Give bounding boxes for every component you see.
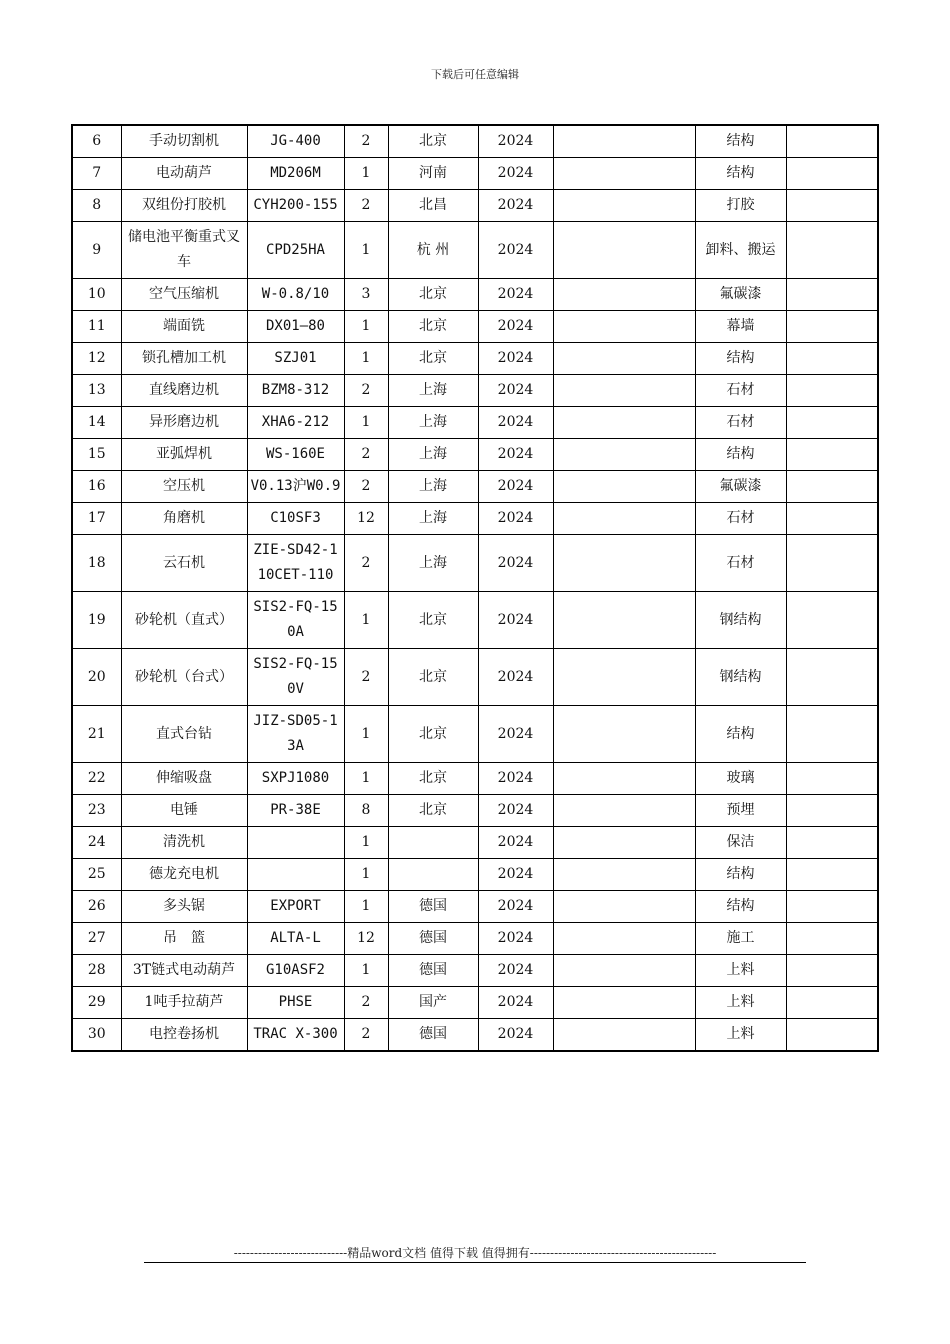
year-cell: 2024	[478, 1019, 553, 1052]
origin-cell: 河南	[388, 158, 478, 190]
year-cell: 2024	[478, 190, 553, 222]
row-number-cell: 26	[72, 891, 121, 923]
blank-cell	[553, 706, 695, 763]
quantity-cell: 3	[344, 279, 388, 311]
note-cell	[786, 923, 878, 955]
note-cell	[786, 503, 878, 535]
year-cell: 2024	[478, 158, 553, 190]
quantity-cell: 1	[344, 311, 388, 343]
usage-cell: 施工	[695, 923, 786, 955]
row-number-cell: 29	[72, 987, 121, 1019]
row-number-cell: 12	[72, 343, 121, 375]
table-row	[72, 343, 878, 375]
quantity-cell: 1	[344, 343, 388, 375]
blank-cell	[553, 311, 695, 343]
usage-cell: 上料	[695, 1019, 786, 1052]
year-cell: 2024	[478, 535, 553, 592]
year-cell: 2024	[478, 763, 553, 795]
origin-cell: 北京	[388, 311, 478, 343]
table-row	[72, 923, 878, 955]
model-cell: SIS2-FQ-150A	[247, 592, 344, 649]
model-cell: DX01—80	[247, 311, 344, 343]
table-row	[72, 158, 878, 190]
quantity-cell: 1	[344, 859, 388, 891]
origin-cell: 国产	[388, 987, 478, 1019]
year-cell: 2024	[478, 222, 553, 279]
note-cell	[786, 827, 878, 859]
blank-cell	[553, 592, 695, 649]
quantity-cell: 2	[344, 375, 388, 407]
equipment-name-cell: 空气压缩机	[121, 279, 247, 311]
row-number-cell: 24	[72, 827, 121, 859]
usage-cell: 上料	[695, 955, 786, 987]
model-cell: CPD25HA	[247, 222, 344, 279]
row-number-cell: 16	[72, 471, 121, 503]
table-row	[72, 503, 878, 535]
model-cell: SIS2-FQ-150V	[247, 649, 344, 706]
blank-cell	[553, 279, 695, 311]
blank-cell	[553, 859, 695, 891]
note-cell	[786, 125, 878, 158]
blank-cell	[553, 649, 695, 706]
note-cell	[786, 706, 878, 763]
blank-cell	[553, 190, 695, 222]
table-row	[72, 439, 878, 471]
equipment-name-cell: 多头锯	[121, 891, 247, 923]
table-row	[72, 222, 878, 279]
note-cell	[786, 1019, 878, 1052]
table-row	[72, 407, 878, 439]
table-row	[72, 859, 878, 891]
model-cell: JIZ-SD05-13A	[247, 706, 344, 763]
equipment-name-cell: 空压机	[121, 471, 247, 503]
model-cell: ZIE-SD42-110CET-110	[247, 535, 344, 592]
blank-cell	[553, 158, 695, 190]
table-row	[72, 125, 878, 158]
origin-cell: 北京	[388, 763, 478, 795]
note-cell	[786, 535, 878, 592]
table-row	[72, 279, 878, 311]
note-cell	[786, 763, 878, 795]
blank-cell	[553, 407, 695, 439]
table-row	[72, 1019, 878, 1052]
model-cell: ALTA-L	[247, 923, 344, 955]
model-cell: MD206M	[247, 158, 344, 190]
quantity-cell: 2	[344, 190, 388, 222]
model-cell: TRAC X-300	[247, 1019, 344, 1052]
note-cell	[786, 795, 878, 827]
model-cell: V0.13沪W0.9	[247, 471, 344, 503]
model-cell: W-0.8/10	[247, 279, 344, 311]
blank-cell	[553, 535, 695, 592]
usage-cell: 氟碳漆	[695, 471, 786, 503]
usage-cell: 幕墙	[695, 311, 786, 343]
table-row	[72, 827, 878, 859]
row-number-cell: 19	[72, 592, 121, 649]
quantity-cell: 1	[344, 827, 388, 859]
usage-cell: 钢结构	[695, 592, 786, 649]
row-number-cell: 15	[72, 439, 121, 471]
footer-rule	[144, 1262, 806, 1263]
origin-cell: 上海	[388, 535, 478, 592]
origin-cell: 上海	[388, 407, 478, 439]
usage-cell: 石材	[695, 503, 786, 535]
equipment-name-cell: 电锤	[121, 795, 247, 827]
note-cell	[786, 311, 878, 343]
row-number-cell: 27	[72, 923, 121, 955]
usage-cell: 卸料、搬运	[695, 222, 786, 279]
blank-cell	[553, 1019, 695, 1052]
table-row	[72, 190, 878, 222]
note-cell	[786, 955, 878, 987]
model-cell: PR-38E	[247, 795, 344, 827]
year-cell: 2024	[478, 375, 553, 407]
year-cell: 2024	[478, 891, 553, 923]
blank-cell	[553, 891, 695, 923]
model-cell	[247, 859, 344, 891]
blank-cell	[553, 827, 695, 859]
quantity-cell: 2	[344, 125, 388, 158]
equipment-name-cell: 砂轮机（台式）	[121, 649, 247, 706]
note-cell	[786, 158, 878, 190]
quantity-cell: 2	[344, 439, 388, 471]
note-cell	[786, 649, 878, 706]
usage-cell: 结构	[695, 706, 786, 763]
row-number-cell: 28	[72, 955, 121, 987]
origin-cell: 北京	[388, 125, 478, 158]
equipment-name-cell: 德龙充电机	[121, 859, 247, 891]
year-cell: 2024	[478, 125, 553, 158]
blank-cell	[553, 503, 695, 535]
year-cell: 2024	[478, 859, 553, 891]
table-row	[72, 955, 878, 987]
year-cell: 2024	[478, 311, 553, 343]
equipment-name-cell: 亚弧焊机	[121, 439, 247, 471]
quantity-cell: 2	[344, 1019, 388, 1052]
quantity-cell: 1	[344, 763, 388, 795]
quantity-cell: 8	[344, 795, 388, 827]
model-cell	[247, 827, 344, 859]
year-cell: 2024	[478, 795, 553, 827]
model-cell: C10SF3	[247, 503, 344, 535]
table-row	[72, 763, 878, 795]
equipment-name-cell: 端面铣	[121, 311, 247, 343]
row-number-cell: 23	[72, 795, 121, 827]
origin-cell: 德国	[388, 1019, 478, 1052]
origin-cell: 德国	[388, 955, 478, 987]
equipment-name-cell: 储电池平衡重式叉车	[121, 222, 247, 279]
table-row	[72, 706, 878, 763]
origin-cell	[388, 827, 478, 859]
origin-cell: 北京	[388, 649, 478, 706]
model-cell: BZM8-312	[247, 375, 344, 407]
origin-cell: 上海	[388, 439, 478, 471]
origin-cell: 北京	[388, 706, 478, 763]
equipment-name-cell: 锁孔槽加工机	[121, 343, 247, 375]
row-number-cell: 21	[72, 706, 121, 763]
usage-cell: 保洁	[695, 827, 786, 859]
year-cell: 2024	[478, 343, 553, 375]
quantity-cell: 2	[344, 649, 388, 706]
usage-cell: 玻璃	[695, 763, 786, 795]
equipment-name-cell: 3T链式电动葫芦	[121, 955, 247, 987]
model-cell: CYH200-155	[247, 190, 344, 222]
row-number-cell: 17	[72, 503, 121, 535]
quantity-cell: 12	[344, 503, 388, 535]
quantity-cell: 2	[344, 987, 388, 1019]
year-cell: 2024	[478, 279, 553, 311]
blank-cell	[553, 795, 695, 827]
note-cell	[786, 891, 878, 923]
row-number-cell: 13	[72, 375, 121, 407]
row-number-cell: 9	[72, 222, 121, 279]
note-cell	[786, 375, 878, 407]
origin-cell: 上海	[388, 503, 478, 535]
equipment-name-cell: 异形磨边机	[121, 407, 247, 439]
equipment-name-cell: 双组份打胶机	[121, 190, 247, 222]
page-footer: ----------------------------精品word文档 值得下载 值得拥有----------------------------------------------	[233, 1246, 717, 1260]
origin-cell: 上海	[388, 471, 478, 503]
equipment-name-cell: 电动葫芦	[121, 158, 247, 190]
quantity-cell: 1	[344, 706, 388, 763]
year-cell: 2024	[478, 439, 553, 471]
row-number-cell: 14	[72, 407, 121, 439]
equipment-name-cell: 清洗机	[121, 827, 247, 859]
page-header: 下载后可任意编辑	[431, 68, 519, 81]
equipment-name-cell: 1吨手拉葫芦	[121, 987, 247, 1019]
year-cell: 2024	[478, 407, 553, 439]
usage-cell: 结构	[695, 859, 786, 891]
blank-cell	[553, 222, 695, 279]
blank-cell	[553, 471, 695, 503]
blank-cell	[553, 923, 695, 955]
row-number-cell: 7	[72, 158, 121, 190]
blank-cell	[553, 125, 695, 158]
usage-cell: 结构	[695, 125, 786, 158]
blank-cell	[553, 987, 695, 1019]
quantity-cell: 12	[344, 923, 388, 955]
usage-cell: 石材	[695, 375, 786, 407]
note-cell	[786, 471, 878, 503]
usage-cell: 石材	[695, 535, 786, 592]
quantity-cell: 1	[344, 407, 388, 439]
table-row	[72, 311, 878, 343]
usage-cell: 上料	[695, 987, 786, 1019]
year-cell: 2024	[478, 503, 553, 535]
year-cell: 2024	[478, 987, 553, 1019]
note-cell	[786, 439, 878, 471]
table-row	[72, 891, 878, 923]
equipment-name-cell: 砂轮机（直式）	[121, 592, 247, 649]
note-cell	[786, 407, 878, 439]
note-cell	[786, 279, 878, 311]
usage-cell: 打胶	[695, 190, 786, 222]
row-number-cell: 11	[72, 311, 121, 343]
model-cell: EXPORT	[247, 891, 344, 923]
quantity-cell: 1	[344, 222, 388, 279]
table-row	[72, 592, 878, 649]
origin-cell: 北京	[388, 343, 478, 375]
blank-cell	[553, 763, 695, 795]
note-cell	[786, 987, 878, 1019]
usage-cell: 结构	[695, 891, 786, 923]
year-cell: 2024	[478, 649, 553, 706]
quantity-cell: 1	[344, 158, 388, 190]
year-cell: 2024	[478, 592, 553, 649]
equipment-name-cell: 吊 篮	[121, 923, 247, 955]
model-cell: WS-160E	[247, 439, 344, 471]
blank-cell	[553, 955, 695, 987]
origin-cell: 北昌	[388, 190, 478, 222]
note-cell	[786, 592, 878, 649]
quantity-cell: 2	[344, 535, 388, 592]
note-cell	[786, 222, 878, 279]
row-number-cell: 18	[72, 535, 121, 592]
row-number-cell: 8	[72, 190, 121, 222]
equipment-name-cell: 电控卷扬机	[121, 1019, 247, 1052]
row-number-cell: 6	[72, 125, 121, 158]
year-cell: 2024	[478, 955, 553, 987]
model-cell: JG-400	[247, 125, 344, 158]
quantity-cell: 2	[344, 471, 388, 503]
note-cell	[786, 343, 878, 375]
row-number-cell: 10	[72, 279, 121, 311]
blank-cell	[553, 375, 695, 407]
equipment-name-cell: 伸缩吸盘	[121, 763, 247, 795]
equipment-table	[71, 124, 879, 1052]
origin-cell: 北京	[388, 279, 478, 311]
quantity-cell: 1	[344, 891, 388, 923]
table-row	[72, 375, 878, 407]
origin-cell: 北京	[388, 592, 478, 649]
equipment-name-cell: 直式台钻	[121, 706, 247, 763]
origin-cell: 杭 州	[388, 222, 478, 279]
model-cell: PHSE	[247, 987, 344, 1019]
blank-cell	[553, 439, 695, 471]
row-number-cell: 20	[72, 649, 121, 706]
usage-cell: 石材	[695, 407, 786, 439]
blank-cell	[553, 343, 695, 375]
year-cell: 2024	[478, 471, 553, 503]
table-row	[72, 471, 878, 503]
usage-cell: 钢结构	[695, 649, 786, 706]
row-number-cell: 22	[72, 763, 121, 795]
table-row	[72, 535, 878, 592]
quantity-cell: 1	[344, 955, 388, 987]
table-row	[72, 649, 878, 706]
usage-cell: 氟碳漆	[695, 279, 786, 311]
equipment-name-cell: 云石机	[121, 535, 247, 592]
year-cell: 2024	[478, 827, 553, 859]
table-row	[72, 987, 878, 1019]
row-number-cell: 30	[72, 1019, 121, 1052]
year-cell: 2024	[478, 706, 553, 763]
usage-cell: 预埋	[695, 795, 786, 827]
model-cell: XHA6-212	[247, 407, 344, 439]
usage-cell: 结构	[695, 343, 786, 375]
usage-cell: 结构	[695, 439, 786, 471]
model-cell: SZJ01	[247, 343, 344, 375]
equipment-name-cell: 角磨机	[121, 503, 247, 535]
origin-cell: 德国	[388, 891, 478, 923]
model-cell: G10ASF2	[247, 955, 344, 987]
origin-cell: 上海	[388, 375, 478, 407]
equipment-name-cell: 手动切割机	[121, 125, 247, 158]
usage-cell: 结构	[695, 158, 786, 190]
year-cell: 2024	[478, 923, 553, 955]
model-cell: SXPJ1080	[247, 763, 344, 795]
quantity-cell: 1	[344, 592, 388, 649]
origin-cell	[388, 859, 478, 891]
row-number-cell: 25	[72, 859, 121, 891]
note-cell	[786, 190, 878, 222]
origin-cell: 北京	[388, 795, 478, 827]
note-cell	[786, 859, 878, 891]
table-row	[72, 795, 878, 827]
origin-cell: 德国	[388, 923, 478, 955]
equipment-name-cell: 直线磨边机	[121, 375, 247, 407]
